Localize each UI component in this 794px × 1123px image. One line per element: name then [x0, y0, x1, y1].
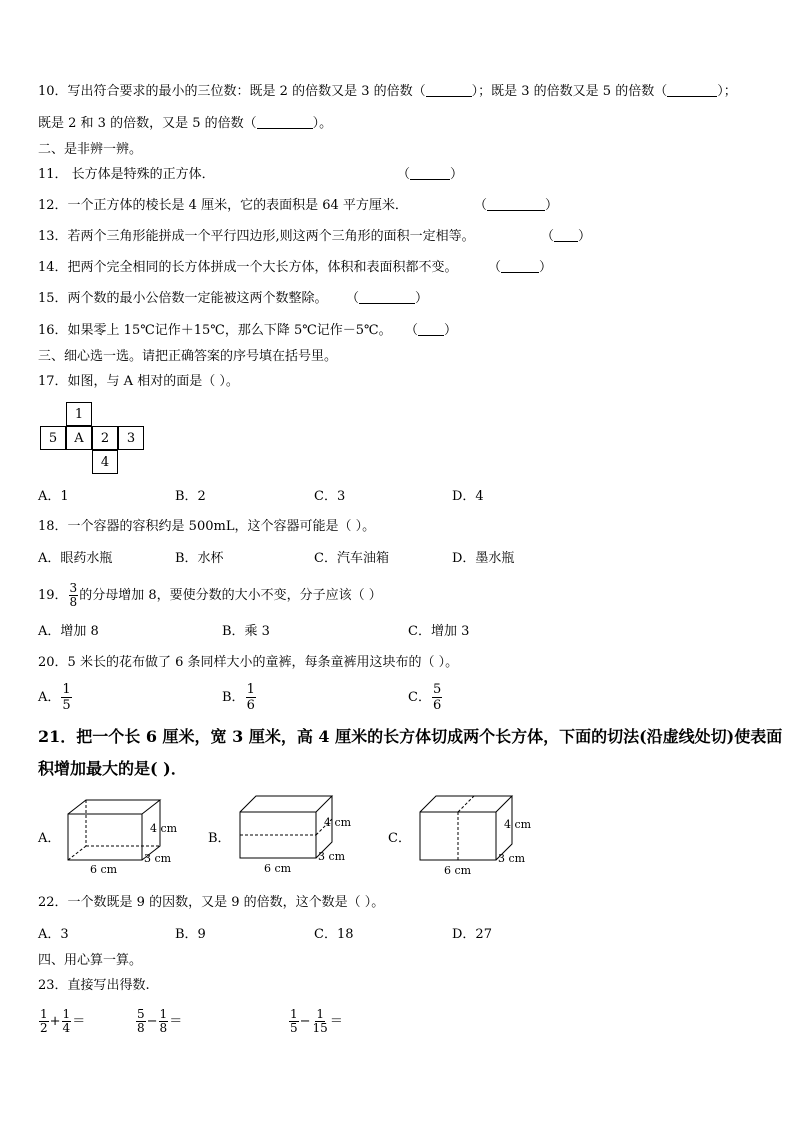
net-face: 1 — [66, 402, 92, 426]
width-label: 3 cm — [498, 852, 526, 865]
answer-paren[interactable]: （ ） — [541, 229, 592, 244]
option-c[interactable]: C． $\frac{5}{6}$ — [408, 682, 442, 713]
question-14: 14．把两个完全相同的长方体拼成一个大长方体，体积和表面积都不变。 — [38, 260, 458, 275]
net-face: 2 — [92, 426, 118, 450]
question-21-line2: 积增加最大的是( )． — [38, 759, 187, 778]
net-face: A — [66, 426, 92, 450]
option-c[interactable]: C．增加 3 — [408, 624, 470, 639]
section-2-heading: 二、是非辨一辨。 — [38, 142, 143, 157]
height-label: 4 cm — [324, 816, 352, 829]
option-a[interactable]: A．眼药水瓶 — [38, 551, 113, 566]
length-label: 6 cm — [264, 862, 292, 875]
option-a[interactable]: A．增加 8 — [38, 624, 99, 639]
question-20-stem: 20．5 米长的花布做了 6 条同样大小的童裤，每条童裤用这块布的（ ）。 — [38, 655, 459, 670]
option-b[interactable]: B． $\frac{1}{6}$ — [222, 682, 255, 713]
fraction: $\frac{3}{8}$ — [69, 581, 78, 609]
length-label: 6 cm — [90, 863, 118, 876]
question-10-line1: 10．写出符合要求的最小的三位数：既是 2 的倍数又是 3 的倍数（ ）；既是 3 的倍数又是 5 的倍数（ ）； — [38, 84, 737, 99]
answer-paren[interactable]: （ ） — [346, 291, 429, 306]
option-a[interactable]: A．3 — [38, 927, 69, 942]
question-13: 13．若两个三角形能拼成一个平行四边形,则这两个三角形的面积一定相等。 — [38, 229, 475, 244]
option-b[interactable]: B．水杯 — [175, 551, 224, 566]
question-16: 16．如果零上 15℃记作＋15℃，那么下降 5℃记作－5℃。 — [38, 323, 392, 338]
answer-paren[interactable]: （ ） — [488, 260, 553, 275]
length-label: 6 cm — [444, 864, 472, 877]
option-c[interactable]: C． — [388, 831, 411, 846]
option-d[interactable]: D．4 — [452, 489, 484, 504]
cube-net-figure — [40, 402, 150, 476]
question-18-stem: 18．一个容器的容积约是 500mL，这个容器可能是（ ）。 — [38, 519, 376, 534]
width-label: 3 cm — [144, 852, 172, 865]
question-21-line1: 21．把一个长 6 厘米，宽 3 厘米，高 4 厘米的长方体切成两个长方体，下面的切法(沿虚线处切)使表面 — [38, 727, 783, 746]
answer-blank[interactable] — [426, 83, 472, 97]
answer-paren[interactable]: （ ） — [397, 167, 464, 182]
height-label: 4 cm — [504, 818, 532, 831]
option-b[interactable]: B．乘 3 — [222, 624, 270, 639]
cuboid-figure-b — [234, 792, 364, 876]
option-b[interactable]: B． — [208, 831, 231, 846]
question-11: 11． 长方体是特殊的正方体． — [38, 167, 215, 182]
answer-blank[interactable] — [257, 115, 313, 129]
question-10-line2: 既是 2 和 3 的倍数，又是 5 的倍数（ ）。 — [38, 116, 333, 131]
answer-paren[interactable]: （ ） — [474, 198, 559, 213]
height-label: 4 cm — [150, 822, 178, 835]
option-d[interactable]: D．墨水瓶 — [452, 551, 515, 566]
answer-blank[interactable] — [667, 83, 717, 97]
option-a[interactable]: A． $\frac{1}{5}$ — [38, 682, 71, 713]
cuboid-figure-a — [62, 796, 192, 878]
answer-paren[interactable]: （ ） — [405, 323, 458, 338]
option-d[interactable]: D．27 — [452, 927, 492, 942]
expression-2: $\frac{5}{8}$ − $\frac{1}{8}$ ＝ — [137, 1007, 183, 1035]
section-4-heading: 四、用心算一算。 — [38, 953, 143, 968]
question-23-stem: 23．直接写出得数. — [38, 978, 150, 993]
option-c[interactable]: C．汽车油箱 — [314, 551, 389, 566]
option-b[interactable]: B．2 — [175, 489, 206, 504]
net-face: 3 — [118, 426, 144, 450]
question-15: 15．两个数的最小公倍数一定能被这两个数整除。 — [38, 291, 328, 306]
expression-3: $\frac{1}{5}$ − $\frac{1}{15}$ ＝ — [290, 1007, 343, 1035]
cuboid-figure-c — [414, 792, 544, 878]
expression-1: $\frac{1}{2}$ + $\frac{1}{4}$ ＝ — [40, 1007, 86, 1035]
net-face: 4 — [92, 450, 118, 474]
option-a[interactable]: A． — [38, 831, 61, 846]
question-19-stem: 19． $\frac{3}{8}$ 的分母增加 8，要使分数的大小不变，分子应该（ ） — [38, 581, 382, 609]
option-a[interactable]: A．1 — [38, 489, 69, 504]
option-b[interactable]: B．9 — [175, 927, 206, 942]
section-3-heading: 三、细心选一选。请把正确答案的序号填在括号里。 — [38, 349, 338, 364]
question-12: 12．一个正方体的棱长是 4 厘米，它的表面积是 64 平方厘米． — [38, 198, 408, 213]
question-17-stem: 17．如图，与 A 相对的面是（ ）。 — [38, 374, 239, 389]
width-label: 3 cm — [318, 850, 346, 863]
option-c[interactable]: C．3 — [314, 489, 346, 504]
option-c[interactable]: C．18 — [314, 927, 354, 942]
net-face: 5 — [40, 426, 66, 450]
question-22-stem: 22．一个数既是 9 的因数，又是 9 的倍数，这个数是（ ）。 — [38, 895, 385, 910]
